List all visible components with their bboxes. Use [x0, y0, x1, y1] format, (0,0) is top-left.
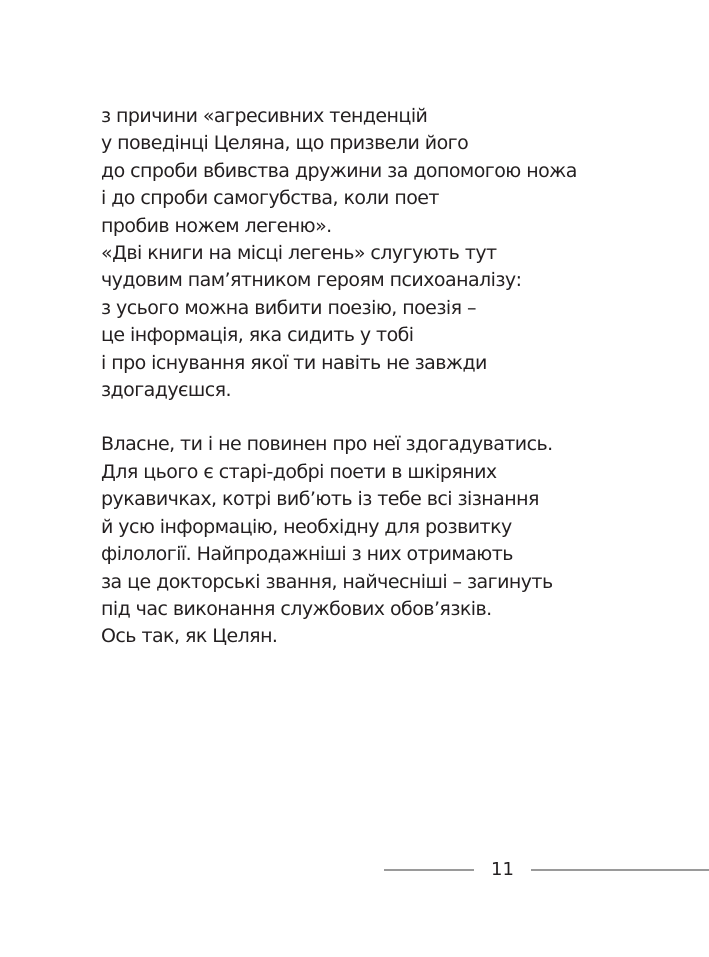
text-line: Для цього є старі-добрі поети в шкіряних [101, 460, 497, 483]
text-line: у поведінці Целяна, що призвели його [101, 132, 469, 155]
text-line: пробив ножем легеню». [101, 214, 332, 237]
page-number: 11 [491, 859, 514, 880]
text-line: під час виконання службових обов’язків. [101, 597, 492, 620]
paragraph-1 [101, 103, 701, 404]
text-line: Власне, ти і не повинен про неї здогадуватись. [101, 433, 553, 456]
text-line: за це докторські звання, найчесніші – загинуть [101, 570, 553, 593]
body-text [101, 103, 701, 651]
text-line: здогадуєшся. [101, 379, 231, 402]
text-line: чудовим пам’ятником героям психоаналізу: [101, 269, 522, 292]
text-line: й усю інформацію, необхідну для розвитку [101, 515, 512, 538]
footer-rule-left [384, 869, 474, 871]
paragraph-2 [101, 431, 701, 650]
text-line: філології. Найпродажніші з них отримають [101, 543, 513, 566]
text-line: Ось так, як Целян. [101, 625, 278, 648]
text-line: рукавичках, котрі виб’ють із тебе всі зізнання [101, 488, 539, 511]
text-line: «Дві книги на місці легень» слугують тут [101, 242, 497, 265]
page-footer [0, 858, 709, 882]
text-line: це інформація, яка сидить у тобі [101, 324, 414, 347]
footer-rule-right [531, 869, 709, 871]
text-line: до спроби вбивства дружини за допомогою ножа [101, 159, 577, 182]
text-line: з причини «агресивних тенденцій [101, 105, 428, 127]
text-line: і про існування якої ти навіть не завжди [101, 351, 487, 374]
text-line: з усього можна вибити поезію, поезія – [101, 296, 476, 319]
text-line: і до спроби самогубства, коли поет [101, 187, 439, 210]
